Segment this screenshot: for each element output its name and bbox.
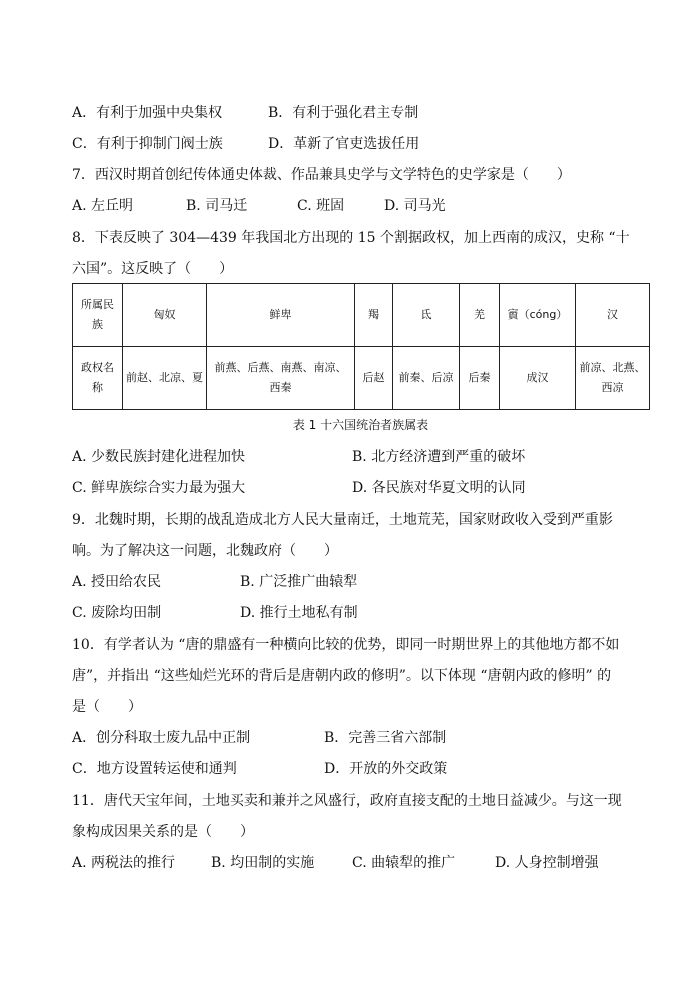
table-cell: 汉: [576, 284, 650, 347]
q11-option-a: A. 两税法的推行: [72, 855, 176, 871]
q9-option-c: C. 废除均田制: [72, 605, 162, 621]
q8-option-d: D. 各民族对华夏文明的认同: [352, 480, 526, 496]
table-cell: 前赵、北凉、夏: [123, 347, 207, 410]
q7-option-a: A. 左丘明: [72, 198, 134, 214]
table-header-row: [73, 284, 650, 347]
q11-stem-line1: 11．唐代天宝年间，土地买卖和兼并之风盛行，政府直接支配的土地日益减少。与这一现: [72, 793, 622, 809]
q8-stem-line1: 8．下表反映了 304—439 年我国北方出现的 15 个割据政权，加上西南的成汉，史称 “十: [72, 230, 630, 246]
ethnicity-table: [72, 283, 650, 410]
q7-option-b: B. 司马迁: [186, 198, 248, 214]
q6-option-b: B．有利于强化君主专制: [268, 105, 419, 121]
q11-option-b: B. 均田制的实施: [211, 855, 315, 871]
table-cell: 鲜卑: [207, 284, 355, 347]
table-row: [73, 347, 650, 410]
q8-option-c: C. 鲜卑族综合实力最为强大: [72, 480, 246, 496]
q6-option-a: A．有利于加强中央集权: [72, 105, 223, 121]
q10-option-a: A．创分科取士废九品中正制: [72, 730, 251, 746]
table-cell: 羯: [355, 284, 393, 347]
q8-stem-line2: 六国”。这反映了（ ）: [72, 261, 234, 277]
table-cell: 氐: [393, 284, 460, 347]
table-cell: 后赵: [355, 347, 393, 410]
q11-option-d: D. 人身控制增强: [495, 855, 599, 871]
table-cell: 賨（cóng）: [500, 284, 576, 347]
q10-stem-line2: 唐”，并指出 “这些灿烂光环的背后是唐朝内政的修明”。以下体现 “唐朝内政的修明” 的: [72, 668, 612, 684]
q7-stem: 7．西汉时期首创纪传体通史体裁、作品兼具史学与文学特色的史学家是（ ）: [72, 167, 571, 183]
q9-stem-line2: 响。为了解决这一问题，北魏政府（ ）: [72, 543, 338, 559]
q9-stem-line1: 9．北魏时期，长期的战乱造成北方人民大量南迁，土地荒芜，国家财政收入受到严重影: [72, 512, 613, 528]
q11-option-c: C. 曲辕犁的推广: [352, 855, 456, 871]
table-cell: 羌: [460, 284, 500, 347]
q8-option-a: A. 少数民族封建化进程加快: [72, 449, 246, 465]
q10-stem-line3: 是（ ）: [72, 699, 142, 715]
table-cell: 成汉: [500, 347, 576, 410]
q9-option-d: D. 推行土地私有制: [240, 605, 358, 621]
q9-option-a: A. 授田给农民: [72, 574, 162, 590]
q10-option-c: C．地方设置转运使和通判: [72, 761, 237, 777]
table-cell: 前燕、后燕、南燕、南凉、西秦: [207, 347, 355, 410]
table-cell: 匈奴: [123, 284, 207, 347]
q11-stem-line2: 象构成因果关系的是（ ）: [72, 824, 254, 840]
q7-option-d: D. 司马光: [384, 198, 446, 214]
q6-option-d: D．革新了官吏选拔任用: [268, 136, 420, 152]
q10-stem-line1: 10．有学者认为 “唐的鼎盛有一种横向比较的优势，即同一时期世界上的其他地方都不如: [72, 637, 620, 653]
q10-option-b: B．完善三省六部制: [324, 730, 447, 746]
table-cell: 政权名称: [73, 347, 123, 410]
table-cell: 后秦: [460, 347, 500, 410]
q8-option-b: B. 北方经济遭到严重的破坏: [352, 449, 526, 465]
table-caption: 表 1 十六国统治者族属表: [292, 418, 429, 432]
table-cell: 前凉、北燕、西凉: [576, 347, 650, 410]
q9-option-b: B. 广泛推广曲辕犁: [240, 574, 358, 590]
q7-option-c: C. 班固: [297, 198, 345, 214]
q10-option-d: D．开放的外交政策: [324, 761, 448, 777]
table-cell: 前秦、后凉: [393, 347, 460, 410]
table-cell: 所属民族: [73, 284, 123, 347]
q6-option-c: C．有利于抑制门阀士族: [72, 136, 223, 152]
